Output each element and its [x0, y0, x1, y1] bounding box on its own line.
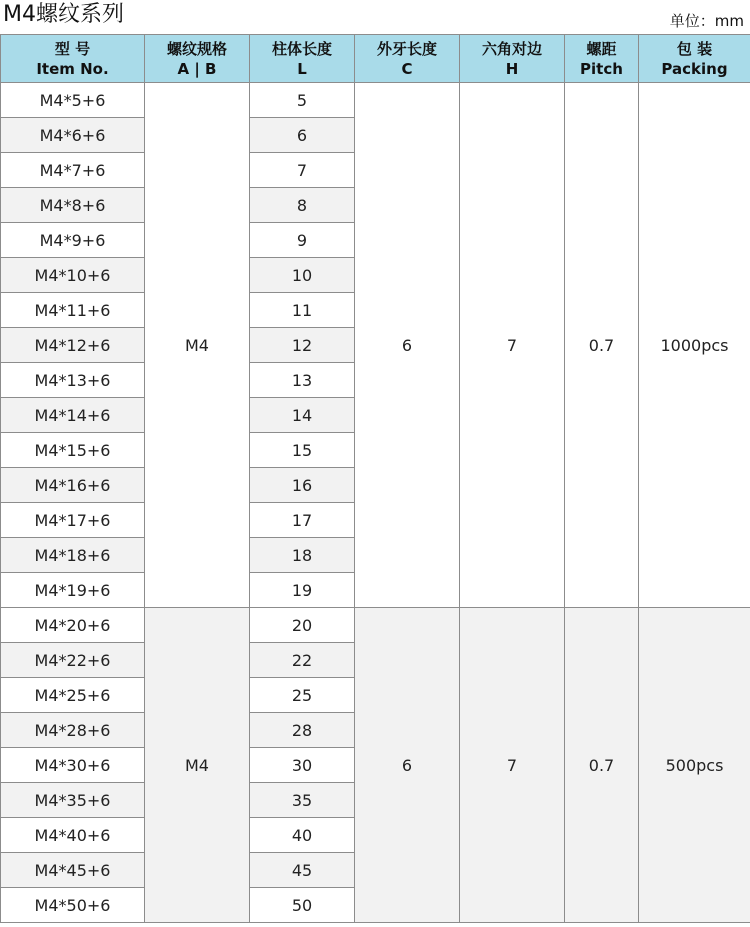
header-thread-length — [355, 35, 460, 83]
item-no-cell: M4*40+6 — [1, 818, 145, 853]
header-en: H — [505, 59, 519, 78]
item-no-cell: M4*9+6 — [1, 223, 145, 258]
item-no-cell: M4*20+6 — [1, 608, 145, 643]
header-en: L — [297, 59, 307, 78]
thread-spec-cell: M4 — [145, 608, 250, 923]
body-length-cell: 19 — [250, 573, 355, 608]
item-no-cell: M4*13+6 — [1, 363, 145, 398]
header-cn: 柱体长度 — [271, 39, 332, 58]
item-no-cell: M4*50+6 — [1, 888, 145, 923]
header-hex-size — [460, 35, 565, 83]
thread-spec-cell: M4 — [145, 83, 250, 608]
item-no-cell: M4*5+6 — [1, 83, 145, 118]
spec-table — [0, 34, 750, 923]
unit-label: 单位：mm — [669, 12, 744, 30]
header-cn: 螺纹规格 — [166, 39, 227, 58]
thread-length-cell: 6 — [355, 83, 460, 608]
item-no-cell: M4*15+6 — [1, 433, 145, 468]
item-no-cell: M4*30+6 — [1, 748, 145, 783]
thread-length-cell: 6 — [355, 608, 460, 923]
header-en: Item No. — [36, 59, 109, 78]
body-length-cell: 20 — [250, 608, 355, 643]
item-no-cell: M4*17+6 — [1, 503, 145, 538]
page-title: M4螺纹系列 — [3, 2, 124, 27]
item-no-cell: M4*14+6 — [1, 398, 145, 433]
item-no-cell: M4*16+6 — [1, 468, 145, 503]
header-en: C — [401, 59, 413, 78]
body-length-cell: 7 — [250, 153, 355, 188]
body-length-cell: 22 — [250, 643, 355, 678]
body-length-cell: 17 — [250, 503, 355, 538]
header-cn: 六角对边 — [481, 39, 542, 58]
header-packing — [639, 35, 750, 83]
header-body-length — [250, 35, 355, 83]
item-no-cell: M4*7+6 — [1, 153, 145, 188]
header-item-no — [1, 35, 145, 83]
item-no-cell: M4*10+6 — [1, 258, 145, 293]
item-no-cell: M4*45+6 — [1, 853, 145, 888]
item-no-cell: M4*19+6 — [1, 573, 145, 608]
body-length-cell: 18 — [250, 538, 355, 573]
header-en: Packing — [661, 59, 728, 78]
header-cn: 外牙长度 — [376, 39, 437, 58]
body-length-cell: 5 — [250, 83, 355, 118]
body-length-cell: 11 — [250, 293, 355, 328]
table-header — [1, 35, 750, 83]
header-row — [1, 35, 750, 83]
table-row — [1, 608, 750, 643]
body-length-cell: 10 — [250, 258, 355, 293]
hex-size-cell: 7 — [460, 83, 565, 608]
header-cn: 螺距 — [586, 39, 617, 58]
item-no-cell: M4*28+6 — [1, 713, 145, 748]
item-no-cell: M4*8+6 — [1, 188, 145, 223]
item-no-cell: M4*18+6 — [1, 538, 145, 573]
item-no-cell: M4*25+6 — [1, 678, 145, 713]
body-length-cell: 8 — [250, 188, 355, 223]
header-thread-spec — [145, 35, 250, 83]
body-length-cell: 40 — [250, 818, 355, 853]
body-length-cell: 30 — [250, 748, 355, 783]
table-body — [1, 83, 750, 923]
item-no-cell: M4*6+6 — [1, 118, 145, 153]
body-length-cell: 13 — [250, 363, 355, 398]
body-length-cell: 25 — [250, 678, 355, 713]
body-length-cell: 12 — [250, 328, 355, 363]
body-length-cell: 28 — [250, 713, 355, 748]
pitch-cell: 0.7 — [565, 608, 639, 923]
body-length-cell: 50 — [250, 888, 355, 923]
body-length-cell: 15 — [250, 433, 355, 468]
hex-size-cell: 7 — [460, 608, 565, 923]
body-length-cell: 16 — [250, 468, 355, 503]
header-pitch — [565, 35, 639, 83]
body-length-cell: 9 — [250, 223, 355, 258]
header-cn: 包 装 — [676, 39, 713, 58]
header-en: Pitch — [580, 59, 623, 78]
body-length-cell: 35 — [250, 783, 355, 818]
body-length-cell: 45 — [250, 853, 355, 888]
packing-cell: 1000pcs — [639, 83, 750, 608]
pitch-cell: 0.7 — [565, 83, 639, 608]
item-no-cell: M4*11+6 — [1, 293, 145, 328]
item-no-cell: M4*12+6 — [1, 328, 145, 363]
item-no-cell: M4*22+6 — [1, 643, 145, 678]
header-cn: 型 号 — [54, 39, 91, 58]
packing-cell: 500pcs — [639, 608, 750, 923]
body-length-cell: 6 — [250, 118, 355, 153]
body-length-cell: 14 — [250, 398, 355, 433]
header-en: A | B — [177, 59, 217, 78]
item-no-cell: M4*35+6 — [1, 783, 145, 818]
table-row — [1, 83, 750, 118]
